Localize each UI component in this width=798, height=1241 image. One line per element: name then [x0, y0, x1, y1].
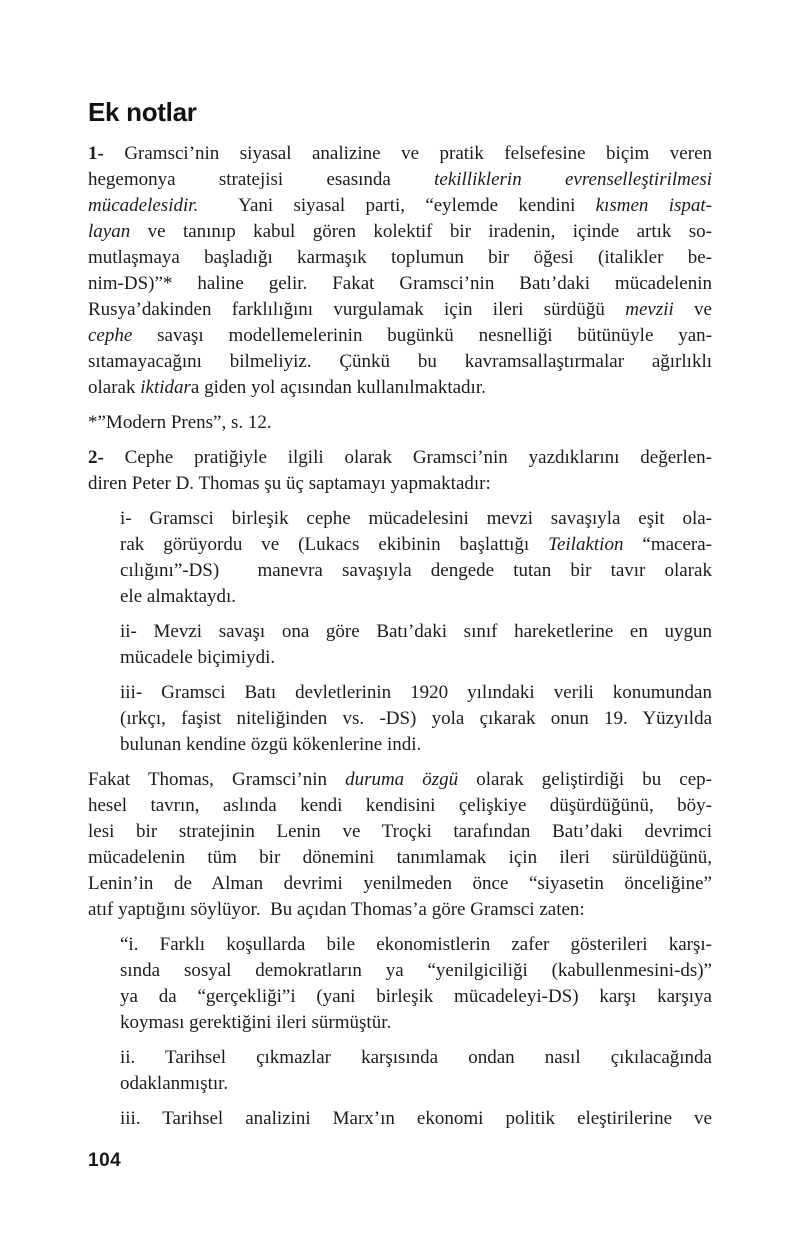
footnote [88, 410, 712, 436]
paragraph-thomas [88, 767, 712, 923]
text-segment: mevzii [625, 299, 674, 320]
text-line [120, 1010, 712, 1036]
text-segment: bulunan kendine özgü kökenlerine indi. [120, 734, 422, 755]
text-segment: ii. Tarihsel çıkmazlar karşısında ondan nasıl çıkılacağında [120, 1047, 712, 1068]
page-number: 104 [88, 1150, 122, 1171]
text-segment: Yani siyasal parti, “eylemde kendini [198, 195, 596, 216]
text-segment: Teilaktion [548, 534, 624, 555]
quote-i [88, 932, 712, 1036]
note-1 [88, 141, 712, 401]
text-line [120, 1106, 712, 1132]
text-segment: Cephe pratiğiyle ilgili olarak Gramsci’nin yazdıklarını değerlen- [103, 447, 712, 468]
text-line [120, 958, 712, 984]
text-segment: iii- Gramsci Batı devletlerinin 1920 yılındaki verili konumundan [120, 682, 712, 703]
text-segment: kısmen ispat- [595, 195, 712, 216]
text-line [88, 219, 712, 245]
text-segment: odaklanmıştır. [120, 1073, 229, 1094]
text-line [120, 584, 712, 610]
text-segment: mücadelenin tüm bir dönemini tanımlamak için ileri sürüldüğünü, [88, 847, 712, 868]
item-iii [88, 680, 712, 758]
text-line [120, 558, 712, 584]
text-segment: cılığını”-DS) manevra savaşıyla dengede tutan bir tavır olarak [120, 560, 712, 581]
text-line [88, 410, 712, 436]
text-segment: 2- [88, 447, 104, 468]
text-line [88, 767, 712, 793]
text-line [88, 193, 712, 219]
text-segment: iii. Tarihsel analizini Marx’ın ekonomi politik eleştirilerine ve [120, 1108, 712, 1129]
quote-ii [88, 1045, 712, 1097]
text-segment: *”Modern Prens”, s. 12. [88, 412, 272, 433]
text-segment: ele almaktaydı. [120, 586, 237, 607]
text-line [120, 706, 712, 732]
text-segment: (ırkçı, faşist niteliğinden vs. -DS) yola çıkarak onun 19. Yüzyılda [120, 708, 712, 729]
text-line [88, 349, 712, 375]
text-segment: “macera- [623, 534, 712, 555]
text-segment: savaşı modellemelerinin bugünkü nesnelliği bütünüyle yan- [132, 325, 712, 346]
text-line [120, 680, 712, 706]
note-2 [88, 445, 712, 497]
text-line [88, 845, 712, 871]
item-ii [88, 619, 712, 671]
item-i [88, 506, 712, 610]
text-segment: duruma özgü [345, 769, 459, 790]
text-segment: ve tanınıp kabul gören kolektif bir iradenin, içinde artık so- [130, 221, 712, 242]
text-segment: mücadelesidir. [88, 195, 199, 216]
page-heading: Ek notlar [88, 97, 197, 127]
text-segment: i- Gramsci birleşik cephe mücadelesini mevzi savaşıyla eşit ola- [120, 508, 712, 529]
text-line [88, 323, 712, 349]
text-line [88, 141, 712, 167]
text-line [88, 897, 712, 923]
text-segment: layan [88, 221, 131, 242]
text-segment: mücadele biçimiydi. [120, 647, 276, 668]
text-segment: sında sosyal demokratların ya “yenilgiciliği (kabullenmesini-ds)” [120, 960, 712, 981]
text-line [88, 245, 712, 271]
text-segment: olarak geliştirdiği bu cep- [458, 769, 712, 790]
text-column [88, 96, 712, 1141]
text-line [88, 871, 712, 897]
text-segment: hesel tavrın, aslında kendi kendisini çelişkiye düşürdüğünü, böy- [88, 795, 712, 816]
text-segment: iktidar [140, 377, 191, 398]
text-line [88, 445, 712, 471]
text-line [88, 375, 712, 401]
text-line [120, 506, 712, 532]
text-segment: tekilliklerin evrenselleştirilmesi [434, 169, 712, 190]
text-segment: sıtamayacağını bilmeliyiz. Çünkü bu kavramsallaştırmalar ağırlıklı [88, 351, 712, 372]
text-segment: a giden yol açısından kullanılmaktadır. [190, 377, 486, 398]
text-line [88, 167, 712, 193]
quote-iii [88, 1106, 712, 1132]
text-segment: rak görüyordu ve (Lukacs ekibinin başlattığı [120, 534, 549, 555]
text-segment: 1- [88, 143, 104, 164]
text-segment: Gramsci’nin siyasal analizine ve pratik felsefesine biçim veren [103, 143, 712, 164]
text-line [120, 1045, 712, 1071]
text-line [120, 732, 712, 758]
text-line [120, 645, 712, 671]
text-segment: atıf yaptığını söylüyor. Bu açıdan Thomas’a göre Gramsci zaten: [88, 899, 585, 920]
text-segment: cephe [88, 325, 133, 346]
text-segment: ve [673, 299, 712, 320]
text-line [120, 932, 712, 958]
text-segment: Rusya’dakinden farklılığını vurgulamak için ileri sürdüğü [88, 299, 626, 320]
text-segment: nim-DS)”* haline gelir. Fakat Gramsci’nin Batı’daki mücadelenin [88, 273, 712, 294]
text-line [120, 984, 712, 1010]
text-line [88, 819, 712, 845]
text-segment: Lenin’in de Alman devrimi yenilmeden önce “siyasetin önceliğine” [88, 873, 712, 894]
text-segment: Fakat Thomas, Gramsci’nin [88, 769, 346, 790]
text-segment: ii- Mevzi savaşı ona göre Batı’daki sınıf hareketlerine en uygun [120, 621, 712, 642]
text-line [120, 1071, 712, 1097]
text-line [88, 471, 712, 497]
text-segment: lesi bir stratejinin Lenin ve Troçki tarafından Batı’daki devrimci [88, 821, 712, 842]
text-line [120, 532, 712, 558]
text-line [88, 793, 712, 819]
text-segment: olarak [88, 377, 141, 398]
body-text [88, 141, 712, 1132]
text-segment: hegemonya stratejisi esasında [88, 169, 435, 190]
text-segment: koyması gerektiğini ileri sürmüştür. [120, 1012, 392, 1033]
text-segment: “i. Farklı koşullarda bile ekonomistlerin zafer gösterileri karşı- [120, 934, 712, 955]
text-segment: diren Peter D. Thomas şu üç saptamayı yapmaktadır: [88, 473, 491, 494]
text-segment: ya da “gerçekliği”i (yani birleşik mücadeleyi-DS) karşı karşıya [120, 986, 712, 1007]
text-line [88, 271, 712, 297]
text-segment: mutlaşmaya başladığı karmaşık toplumun bir öğesi (italikler be- [88, 247, 712, 268]
text-line [120, 619, 712, 645]
text-line [88, 297, 712, 323]
